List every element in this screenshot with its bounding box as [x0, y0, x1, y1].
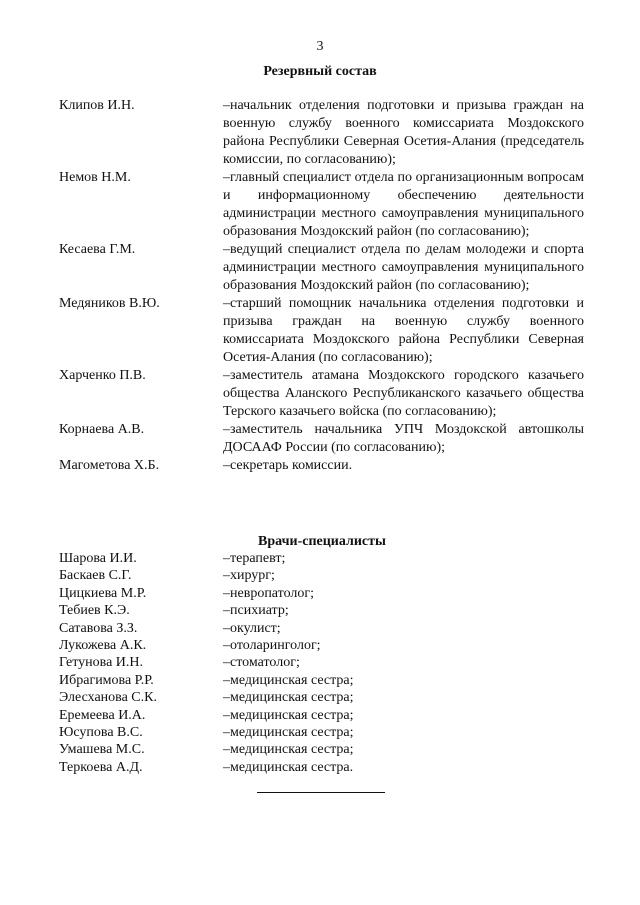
page-number: 3 [316, 39, 324, 54]
doctor-row [0, 550, 640, 567]
doctor-role: –невропатолог; [223, 585, 315, 601]
doctor-role: –терапевт; [223, 551, 286, 566]
member-role: –ведущий специалист отдела по делам молодежи и спорта администрации местного самоуправления муниципального образования Моздокский район (по согласованию); [223, 242, 584, 293]
doctor-name: Баскаев С.Г. [59, 568, 132, 584]
doctor-name: Гетунова И.Н. [59, 655, 144, 671]
member-name: Кесаева Г.М. [59, 242, 136, 257]
doctor-row [0, 707, 640, 724]
end-divider [257, 792, 385, 793]
member-role: –начальник отделения подготовки и призыва граждан на военную службу военного комиссариата Моздокского района Республики Северная Осетия-Алания (председатель комиссии, по согласованию); [223, 98, 584, 167]
doctor-row [0, 654, 640, 671]
reserve-entry [0, 241, 640, 295]
member-role: –главный специалист отдела по организационным вопросам и информационному обеспечению деятельности администрации местного самоуправления муниципального образования Моздокский район (по согласованию); [223, 170, 584, 239]
doctor-role: –медицинская сестра; [223, 707, 354, 723]
doctor-row [0, 724, 640, 741]
doctor-role: –медицинская сестра; [223, 672, 354, 688]
doctor-row [0, 637, 640, 654]
doctor-name: Еремеева И.А. [59, 707, 146, 723]
doctors-list [0, 550, 640, 776]
doctor-role: –окулист; [223, 620, 281, 636]
member-role: –секретарь комиссии. [223, 458, 353, 473]
reserve-list [0, 97, 640, 475]
doctor-role: –медицинская сестра; [223, 724, 354, 740]
doctor-role: –хирург; [223, 568, 275, 584]
doctor-row [0, 759, 640, 776]
reserve-entry [0, 97, 640, 169]
doctor-row [0, 567, 640, 584]
doctors-section-title: Врачи-специалисты [258, 534, 386, 549]
doctor-row [0, 741, 640, 758]
member-role: –старший помощник начальника отделения подготовки и призыва граждан на военную службу военного комиссариата Моздокского района Республики Северная Осетия-Алания (по согласованию); [223, 296, 584, 365]
doctor-name: Элесханова С.К. [59, 690, 157, 706]
reserve-section-title: Резервный состав [263, 64, 377, 79]
doctor-name: Теркоева А.Д. [59, 759, 143, 775]
doctor-row [0, 689, 640, 706]
doctor-name: Лукожева А.К. [59, 637, 147, 653]
doctor-role: –психиатр; [223, 603, 289, 619]
doctor-name: Шарова И.И. [59, 551, 137, 566]
member-name: Харченко П.В. [59, 368, 146, 383]
reserve-entry [0, 457, 640, 475]
member-name: Медяников В.Ю. [59, 296, 160, 311]
doctor-name: Ибрагимова Р.Р. [59, 672, 154, 688]
member-role: –заместитель атамана Моздокского городского казачьего общества Аланского Республиканского казачьего общества Терского казачьего войска (по согласованию); [223, 368, 584, 419]
doctor-name: Умашева М.С. [59, 742, 145, 758]
doctor-row [0, 672, 640, 689]
reserve-entry [0, 421, 640, 457]
member-name: Клипов И.Н. [59, 98, 135, 113]
doctor-role: –медицинская сестра; [223, 742, 354, 758]
member-name: Магометова Х.Б. [59, 458, 160, 473]
doctor-row [0, 585, 640, 602]
doctor-name: Юсупова В.С. [59, 724, 143, 740]
reserve-entry [0, 169, 640, 241]
doctor-row [0, 602, 640, 619]
doctor-role: –медицинская сестра. [223, 759, 354, 775]
doctor-name: Цицкиева М.Р. [59, 585, 147, 601]
doctor-role: –стоматолог; [223, 655, 300, 671]
doctor-role: –медицинская сестра; [223, 690, 354, 706]
reserve-entry [0, 295, 640, 367]
doctor-row [0, 620, 640, 637]
doctor-name: Тебиев К.Э. [59, 603, 130, 619]
member-name: Корнаева А.В. [59, 422, 145, 437]
doctor-name: Сатавова З.З. [59, 620, 138, 636]
doctor-role: –отоларинголог; [223, 637, 321, 653]
reserve-entry [0, 367, 640, 421]
member-role: –заместитель начальника УПЧ Моздокской автошколы ДОСААФ России (по согласованию); [223, 422, 584, 455]
member-name: Немов Н.М. [59, 170, 131, 185]
